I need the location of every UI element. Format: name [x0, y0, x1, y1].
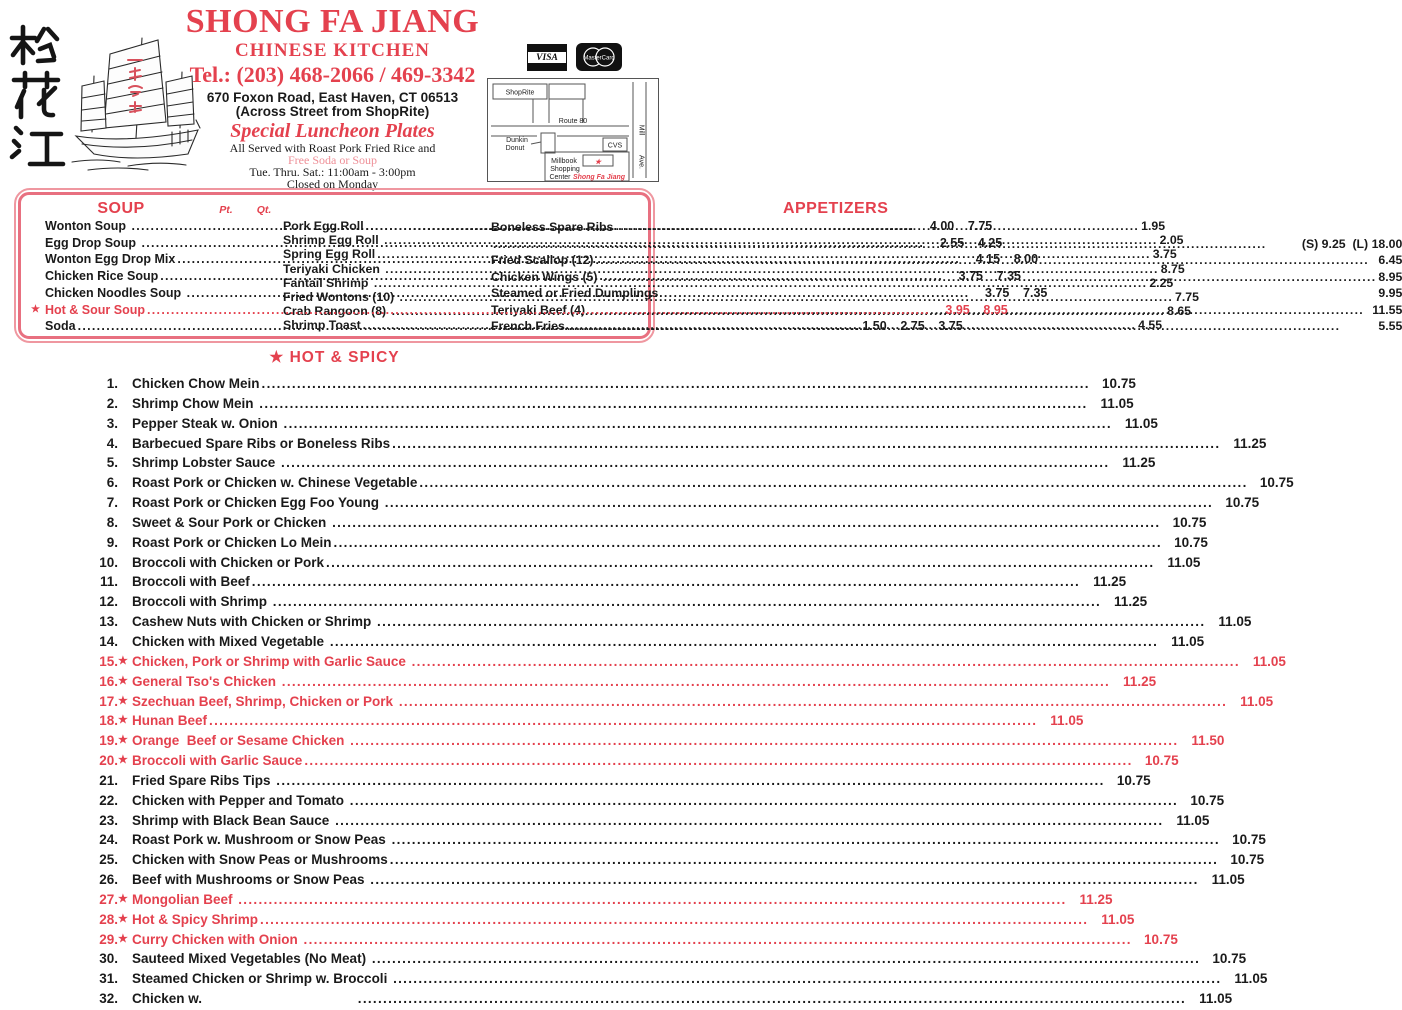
- spicy-star-icon: ★: [118, 932, 128, 945]
- dot-leader: [141, 235, 924, 252]
- item-price: 10.75: [1102, 376, 1136, 391]
- item-price: (S) 9.25 (L) 18.00: [1301, 236, 1402, 251]
- item-price: 10.75: [1230, 852, 1265, 868]
- menu-item-row: [0, 969, 1268, 989]
- item-price: 11.05: [1101, 911, 1135, 927]
- star-placeholder: [118, 771, 132, 791]
- menu-item-row: [0, 850, 1265, 870]
- item-price: 11.05: [1171, 633, 1205, 649]
- item-price: 7.75: [1175, 290, 1199, 305]
- map-label-dunkin-1: Dunkin: [506, 137, 528, 144]
- dot-leader: [326, 553, 1154, 573]
- star-placeholder: [118, 394, 132, 414]
- item-number: 12.: [99, 594, 118, 610]
- dot-leader: [419, 473, 1247, 493]
- item-number: 22.: [99, 792, 118, 808]
- menu-item-row: [0, 473, 1294, 493]
- dot-leader: [412, 652, 1240, 672]
- menu-item-row: [0, 453, 1156, 473]
- item-name: Chicken Wings (5): [491, 269, 601, 284]
- title-block: [145, 4, 520, 190]
- dot-leader: [370, 870, 1198, 890]
- dot-leader: [330, 632, 1158, 652]
- item-price: 6.45: [1378, 253, 1402, 267]
- dot-leader: [131, 218, 914, 235]
- menu-item-row: [0, 771, 1151, 791]
- item-price: 10.75: [1116, 772, 1151, 788]
- menu-item-row: [0, 989, 1233, 1009]
- dot-leader: [334, 533, 1162, 553]
- item-name: Chicken with Pepper and Tomato: [132, 792, 348, 808]
- menu-item-row: [0, 890, 1113, 910]
- item-number: 13.: [99, 614, 118, 630]
- star-placeholder: [118, 830, 132, 850]
- item-number: 17.: [99, 693, 118, 709]
- item-price-quart: 8.95: [983, 302, 1008, 317]
- item-name: Fried Spare Ribs Tips: [132, 772, 275, 788]
- item-name: Chicken Chow Mein: [132, 376, 260, 391]
- dot-leader: [332, 513, 1160, 533]
- item-name: Spring Egg Roll: [283, 247, 376, 262]
- dot-leader: [252, 572, 1080, 592]
- spicy-star-icon: ★: [118, 714, 128, 727]
- item-name: French Fries: [491, 319, 565, 333]
- phone-line: Tel.: (203) 468-2066 / 469-3342: [189, 62, 476, 87]
- dot-leader: [390, 850, 1218, 870]
- dot-leader: [276, 771, 1104, 791]
- item-number: 31.: [99, 971, 118, 987]
- item-number: 5.: [106, 455, 118, 471]
- item-price: 10.75: [1212, 951, 1247, 967]
- item-price: 9.95: [1378, 286, 1402, 300]
- star-placeholder: [118, 493, 132, 513]
- soup-title: SOUP: [97, 200, 145, 217]
- map-label-dunkin-2: Donut: [505, 145, 525, 152]
- item-name: Roast Pork or Chicken Egg Foo Young: [132, 495, 383, 511]
- item-name: Boneless Spare Ribs: [491, 220, 614, 234]
- item-number: 24.: [99, 832, 118, 848]
- map-label-cvs: CVS: [607, 142, 623, 150]
- map-label-center-1: Millbook: [551, 158, 577, 165]
- item-price-quart: 4.25: [977, 235, 1003, 250]
- luncheon-plates-list: [0, 349, 1294, 1009]
- dot-leader: [350, 791, 1178, 811]
- promo-title: Special Luncheon Plates: [230, 120, 435, 142]
- star-placeholder: [118, 414, 132, 434]
- spicy-star-icon: ★: [118, 912, 128, 925]
- soup-appetizers-box: [14, 188, 1402, 343]
- appetizers-title: APPETIZERS: [782, 200, 889, 217]
- dot-leader: [262, 374, 1090, 394]
- svg-text:VISA: VISA: [536, 53, 558, 63]
- menu-item-row: [0, 731, 1225, 751]
- dot-leader: [392, 830, 1220, 850]
- item-number: 3.: [106, 415, 118, 431]
- item-price: 11.25: [1079, 891, 1113, 907]
- item-name: Sauteed Mixed Vegetables (No Meat): [132, 951, 370, 967]
- menu-item-row: [0, 632, 1205, 652]
- item-name: Fried Wontons (10): [283, 290, 398, 305]
- menu-item-row: [0, 652, 1286, 672]
- item-price: 10.75: [1259, 475, 1294, 491]
- item-number: 27.: [99, 891, 118, 907]
- menu-item-row: [0, 910, 1135, 930]
- item-name: Chicken Rice Soup: [45, 269, 159, 284]
- item-price: 1.95: [1141, 219, 1166, 233]
- item-number: 26.: [99, 872, 118, 888]
- map-label-route80: Route 80: [558, 118, 588, 125]
- item-name: Teriyaki Beef (4): [491, 302, 589, 317]
- item-number: 11.: [99, 574, 118, 590]
- item-name: Broccoli with Beef: [132, 574, 250, 590]
- dot-leader: [350, 731, 1178, 751]
- address-line-2: (Across Street from ShopRite): [235, 104, 430, 119]
- dot-leader: [259, 394, 1087, 414]
- svg-text:MasterCard: MasterCard: [583, 55, 615, 62]
- item-name: Teriyaki Chicken: [283, 261, 384, 276]
- dot-leader: [335, 811, 1163, 831]
- item-name: Orange Beef or Sesame Chicken: [132, 733, 349, 749]
- item-name: Broccoli with Chicken or Pork: [132, 554, 325, 570]
- item-price: 11.25: [1233, 435, 1267, 451]
- item-price-pint: 3.75: [985, 285, 1010, 300]
- item-price: 8.95: [1378, 269, 1402, 284]
- chinese-calligraphy: [8, 22, 66, 172]
- dot-leader: [284, 414, 1112, 434]
- star-placeholder: [118, 434, 132, 454]
- item-number: 6.: [106, 475, 118, 491]
- map-star-icon: ★: [594, 159, 602, 166]
- restaurant-subtitle: CHINESE KITCHEN: [234, 40, 431, 61]
- spicy-star-icon: ★: [118, 674, 128, 687]
- item-price: 8.65: [1167, 304, 1192, 319]
- dot-leader: [372, 949, 1200, 969]
- dot-leader: [377, 612, 1205, 632]
- menu-item-row: [0, 553, 1201, 573]
- item-price-pint: 2.55: [939, 235, 965, 250]
- dot-leader: [260, 910, 1088, 930]
- item-name: Shrimp Lobster Sauce: [132, 455, 280, 471]
- item-number: 10.: [99, 554, 118, 570]
- item-price: 11.05: [1176, 812, 1210, 828]
- dot-leader: [399, 692, 1227, 712]
- item-price-quart: 7.35: [1023, 285, 1048, 300]
- item-number: 8.: [106, 514, 118, 530]
- menu-item-row: [0, 612, 1252, 632]
- item-price: 3.75: [1152, 247, 1177, 262]
- item-number: 2.: [106, 395, 118, 411]
- dot-leader: [177, 251, 960, 268]
- item-name: Broccoli with Shrimp: [132, 594, 271, 610]
- item-price: 11.05: [1124, 415, 1158, 431]
- star-placeholder: [118, 533, 132, 553]
- dot-leader: [273, 592, 1101, 612]
- item-name: Beef with Mushrooms or Snow Peas: [132, 872, 369, 888]
- item-number: 25.: [99, 852, 118, 868]
- spicy-star-icon: ★: [118, 754, 128, 767]
- item-name: Roast Pork w. Mushroom or Snow Peas: [132, 832, 390, 848]
- item-price: 5.55: [1378, 319, 1402, 333]
- star-placeholder: [118, 850, 132, 870]
- menu-item-row: [0, 711, 1084, 731]
- map-label-restaurant: Shong Fa Jiang: [572, 174, 626, 181]
- map-label-mill: Mill: [637, 124, 645, 136]
- item-number: 16.: [99, 673, 118, 689]
- item-name: Pork Egg Roll: [283, 219, 364, 233]
- item-price: 11.05: [1240, 693, 1274, 709]
- dot-leader: [209, 711, 1037, 731]
- item-price: 4.55: [1138, 318, 1163, 333]
- item-name: Shrimp Toast: [283, 318, 361, 333]
- item-number: 21.: [99, 772, 118, 788]
- item-name: Shrimp Chow Mein: [132, 395, 258, 411]
- item-name: Steamed Chicken or Shrimp w. Broccoli: [132, 971, 392, 987]
- item-price: 11.55: [1372, 302, 1402, 317]
- item-number: 18.: [99, 713, 118, 729]
- item-name: Sweet & Sour Pork or Chicken: [132, 514, 331, 530]
- item-price: 11.05: [1211, 872, 1245, 888]
- item-name: Chicken, Pork or Shrimp with Garlic Sauce: [132, 653, 410, 669]
- dot-leader: [304, 751, 1132, 771]
- menu-item-row: [0, 791, 1225, 811]
- item-name: Chicken with Snow Peas or Mushrooms: [132, 852, 388, 868]
- item-price: 10.75: [1172, 514, 1207, 530]
- star-placeholder: [118, 949, 132, 969]
- item-number: 14.: [99, 633, 118, 649]
- star-placeholder: [118, 989, 132, 1009]
- item-name: Soda: [45, 319, 76, 334]
- menu-item-row: [0, 811, 1210, 831]
- menu-item-row: [0, 414, 1158, 434]
- menu-item-row: [0, 692, 1274, 712]
- item-price: 11.05: [1252, 653, 1286, 669]
- item-name: Mongolian Beef: [132, 891, 237, 907]
- item-number: 32.: [99, 991, 118, 1007]
- item-name: Chicken w.: [132, 991, 206, 1007]
- menu-item-row: [0, 751, 1179, 771]
- item-number: 1.: [106, 376, 118, 391]
- item-price: 10.75: [1144, 931, 1178, 947]
- item-name: Shrimp Egg Roll: [283, 233, 383, 248]
- star-placeholder: [118, 969, 132, 989]
- item-name: Chicken Noodles Soup: [45, 285, 185, 300]
- dot-leader: [304, 930, 1132, 950]
- promo-line-2: Free Soda or Soup: [288, 153, 377, 167]
- dot-leader: [160, 268, 943, 285]
- item-name: Roast Pork or Chicken Lo Mein: [132, 534, 332, 550]
- menu-item-row: [0, 493, 1260, 513]
- menu-item-row: [0, 930, 1178, 950]
- star-placeholder: [118, 453, 132, 473]
- soup-col-pint: Pt.: [219, 204, 233, 216]
- item-number: 20.: [99, 753, 118, 769]
- dot-leader: [358, 989, 1186, 1009]
- item-price: 11.25: [1122, 455, 1156, 471]
- address-line-1: 670 Foxon Road, East Haven, CT 06513: [206, 90, 459, 105]
- spicy-star-icon: ★: [118, 734, 128, 747]
- star-placeholder: [118, 632, 132, 652]
- item-name: Szechuan Beef, Shrimp, Chicken or Pork: [132, 693, 397, 709]
- dot-leader: [392, 434, 1220, 454]
- restaurant-name: SHONG FA JIANG: [185, 3, 480, 40]
- item-price: 10.75: [1232, 832, 1266, 848]
- visa-logo: [527, 44, 567, 71]
- menu-item-row: [0, 870, 1245, 890]
- item-number: 19.: [99, 733, 118, 749]
- spicy-star-icon: ★: [31, 303, 40, 315]
- spicy-star-icon: ★: [118, 694, 128, 707]
- item-price: 11.05: [1234, 971, 1268, 987]
- item-name: Cashew Nuts with Chicken or Shrimp: [132, 614, 376, 630]
- star-placeholder: [118, 374, 132, 394]
- menu-item-row: [0, 533, 1208, 553]
- item-number: 28.: [99, 911, 118, 927]
- spicy-star-icon: ★: [118, 892, 128, 905]
- item-name: Wonton Egg Drop Mix: [45, 252, 176, 267]
- menu-item-row: [0, 592, 1148, 612]
- item-number: 4.: [106, 435, 118, 451]
- item-price: 11.50: [1191, 733, 1225, 749]
- item-number: 23.: [99, 812, 118, 828]
- dot-leader: [147, 302, 930, 319]
- location-map: [487, 78, 659, 182]
- menu-item-row: [0, 374, 1136, 394]
- menu-item-row: [0, 572, 1127, 592]
- closed-line: Closed on Monday: [286, 177, 379, 191]
- item-name: Steamed or Fried Dumplings: [491, 286, 659, 300]
- menu-item-row: [0, 672, 1157, 692]
- map-label-ave: Ave.: [637, 155, 645, 169]
- dot-leader: [281, 453, 1109, 473]
- item-price: 8.75: [1160, 261, 1185, 276]
- item-number: 7.: [106, 495, 118, 511]
- hours-line: Tue. Thru. Sat.: 11:00am - 3:00pm: [249, 165, 416, 179]
- map-label-center-3: Center: [549, 174, 571, 181]
- item-price: 11.05: [1100, 395, 1134, 411]
- item-price-pint: 4.00: [929, 219, 955, 233]
- item-price: 2.05: [1159, 233, 1184, 248]
- menu-item-row: [0, 513, 1207, 533]
- item-number: 9.: [106, 534, 118, 550]
- menu-item-row: [0, 434, 1267, 454]
- spicy-star-icon: ★: [118, 654, 128, 667]
- item-price: 10.75: [1144, 753, 1179, 769]
- star-placeholder: [118, 612, 132, 632]
- item-name: Shrimp with Black Bean Sauce: [132, 812, 334, 828]
- item-name: Hunan Beef: [132, 713, 208, 729]
- item-name: Pepper Steak w. Onion: [132, 415, 282, 431]
- item-name: General Tso's Chicken: [132, 673, 280, 689]
- star-placeholder: [118, 473, 132, 493]
- item-name: Broccoli with Garlic Sauce: [132, 753, 303, 769]
- item-name: Fried Scallop (12): [491, 253, 594, 267]
- item-price-pint: 3.75: [958, 269, 983, 284]
- item-price-quart: 7.75: [967, 219, 993, 233]
- hot-spicy-heading: ★ HOT & SPICY: [269, 349, 400, 366]
- dot-leader: [393, 969, 1221, 989]
- item-name: Egg Drop Soup: [45, 235, 140, 250]
- item-price: 10.75: [1174, 534, 1208, 550]
- item-price: 11.25: [1123, 673, 1157, 689]
- star-placeholder: [118, 811, 132, 831]
- star-placeholder: [118, 572, 132, 592]
- item-name: Hot & Sour Soup: [45, 302, 145, 317]
- item-price-quart: 7.35: [996, 269, 1021, 284]
- star-placeholder: [118, 513, 132, 533]
- menu-item-row: [0, 830, 1266, 850]
- item-name: Fantail Shrimp: [283, 275, 372, 290]
- item-name: Crab Rangoon (8): [283, 304, 390, 319]
- item-number: 15.: [99, 653, 118, 669]
- item-number: 30.: [99, 951, 118, 967]
- item-price: 10.75: [1225, 495, 1260, 511]
- dot-leader: [282, 672, 1110, 692]
- item-price-small: 1.50: [862, 319, 887, 334]
- map-label-center-2: Shopping: [550, 166, 580, 173]
- item-price: 11.05: [1167, 554, 1201, 570]
- item-name: Curry Chicken with Onion: [132, 931, 302, 947]
- item-price: 11.05: [1199, 991, 1233, 1007]
- star-placeholder: [118, 553, 132, 573]
- soup-col-quart: Qt.: [256, 204, 272, 216]
- star-placeholder: [118, 592, 132, 612]
- promo-line-1: All Served with Roast Pork Fried Rice and: [229, 141, 436, 155]
- item-name: Wonton Soup: [45, 219, 130, 233]
- item-price: 11.25: [1114, 594, 1148, 610]
- item-price: 10.75: [1190, 792, 1225, 808]
- item-name: Hot & Spicy Shrimp: [132, 911, 259, 927]
- dot-leader: [385, 493, 1213, 513]
- item-price-quart: 8.00: [1013, 252, 1039, 267]
- blank-gap: [206, 989, 356, 1009]
- calligraphy-strokes: [8, 22, 66, 172]
- star-placeholder: [118, 870, 132, 890]
- item-price-pint: 4.15: [975, 252, 1001, 267]
- item-name: Roast Pork or Chicken w. Chinese Vegetable: [132, 475, 418, 491]
- item-price-pint: 3.95: [945, 302, 970, 317]
- star-placeholder: [118, 791, 132, 811]
- map-label-shoprite: ShopRite: [505, 89, 535, 97]
- dot-leader: [78, 318, 861, 335]
- item-name: Barbecued Spare Ribs or Boneless Ribs: [132, 435, 391, 451]
- item-price: 11.25: [1093, 574, 1127, 590]
- item-price: 11.05: [1218, 614, 1252, 630]
- menu-item-row: [0, 394, 1134, 414]
- item-price-pint: 2.75: [900, 319, 925, 334]
- item-number: 29.: [99, 931, 118, 947]
- menu-item-row: [0, 949, 1247, 969]
- item-price: 11.05: [1050, 713, 1084, 729]
- dot-leader: [238, 890, 1066, 910]
- item-price-quart: 3.75: [938, 319, 963, 334]
- mastercard-logo: [575, 42, 623, 72]
- dot-leader: [187, 285, 970, 305]
- item-name: Chicken with Mixed Vegetable: [132, 633, 328, 649]
- item-price: 2.25: [1149, 275, 1174, 290]
